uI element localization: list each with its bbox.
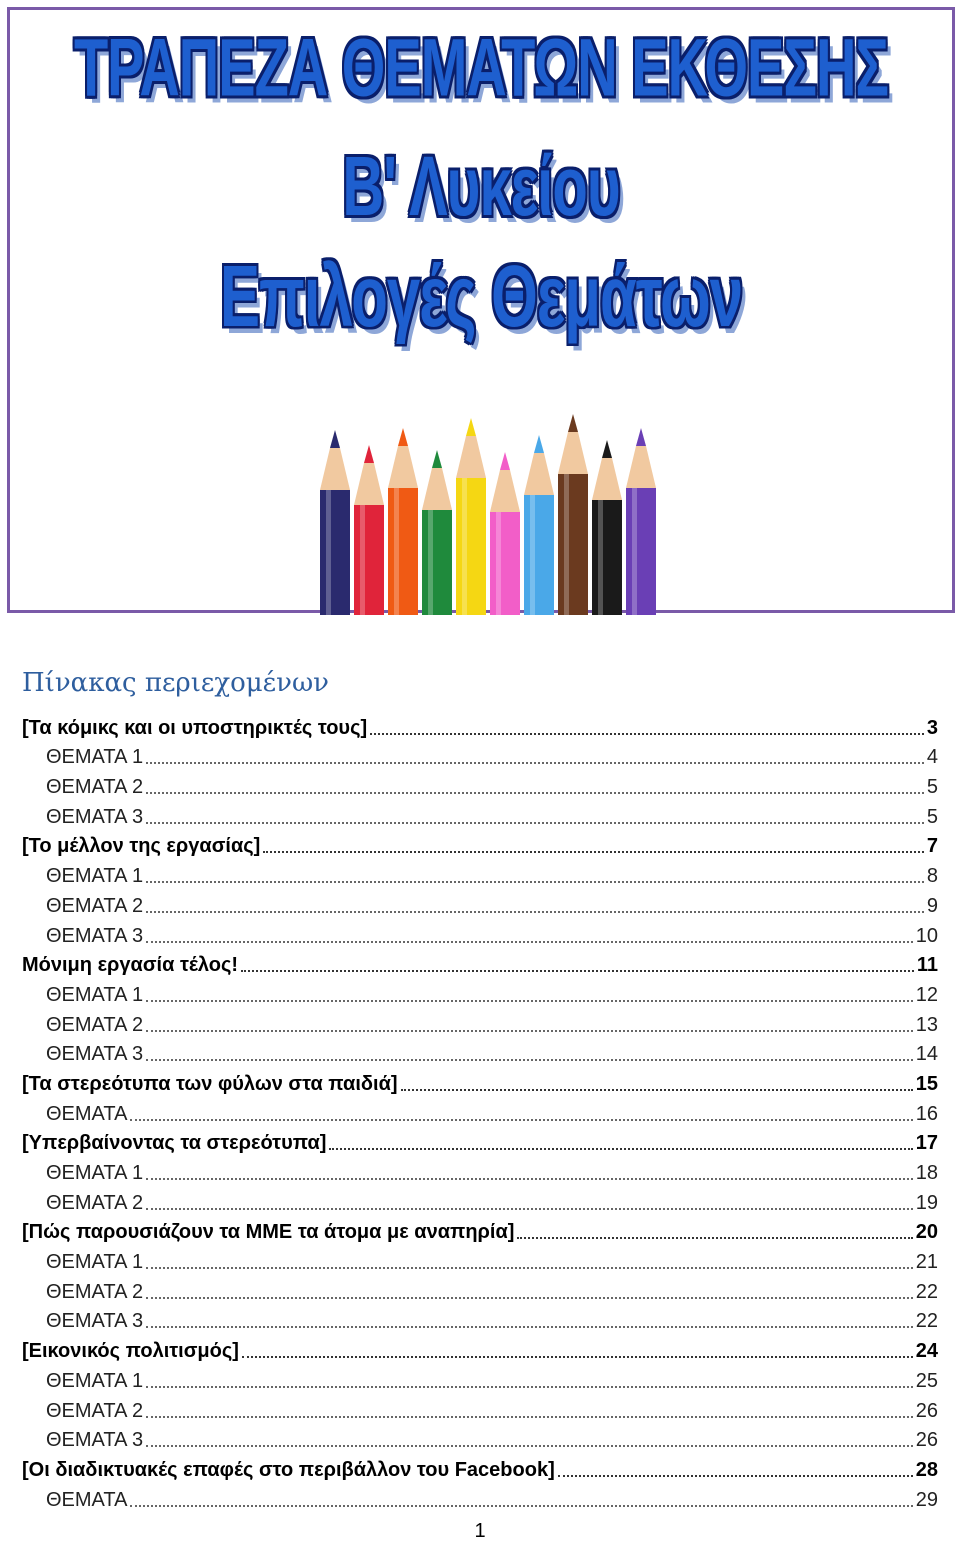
toc-leader-dots xyxy=(146,822,924,824)
cover-title-line-2: Β' Λυκείου xyxy=(342,139,620,234)
toc-subentry[interactable] xyxy=(22,1244,938,1274)
toc-entry-page: 15 xyxy=(915,1072,938,1095)
toc-entry-page: 24 xyxy=(915,1340,938,1363)
toc-subentry[interactable] xyxy=(22,1482,938,1512)
toc-subentry[interactable] xyxy=(22,977,938,1007)
toc-entry[interactable] xyxy=(22,948,938,978)
toc-entry[interactable] xyxy=(22,829,938,859)
toc-entry-label: ΘΕΜΑΤΑ 2 xyxy=(46,1399,144,1422)
toc-entry-page: 8 xyxy=(926,865,938,888)
toc-entry-label: ΘΕΜΑΤΑ 2 xyxy=(46,1280,144,1303)
toc-subentry[interactable] xyxy=(22,858,938,888)
toc-entry-label: [Πώς παρουσιάζουν τα ΜΜΕ τα άτομα με αναπηρία] xyxy=(22,1221,515,1244)
toc-leader-dots xyxy=(329,1148,912,1150)
toc-entry-label: ΘΕΜΑΤΑ 3 xyxy=(46,805,144,828)
toc-subentry[interactable] xyxy=(22,1423,938,1453)
toc-leader-dots xyxy=(146,762,924,764)
toc-subentry[interactable] xyxy=(22,1037,938,1067)
toc-entry[interactable] xyxy=(22,1452,938,1482)
toc-entry-page: 19 xyxy=(915,1191,938,1214)
toc-entry-page: 14 xyxy=(915,1043,938,1066)
toc-leader-dots xyxy=(146,1297,913,1299)
toc-leader-dots xyxy=(370,733,924,735)
toc-leader-dots xyxy=(146,1326,913,1328)
cover-title-line-1: ΤΡΑΠΕΖΑ ΘΕΜΑΤΩΝ ΕΚΘΕΣΗΣ xyxy=(73,21,889,113)
toc-entry-page: 22 xyxy=(915,1310,938,1333)
toc-entry-page: 29 xyxy=(915,1488,938,1511)
pencil xyxy=(354,445,384,615)
toc-entry-page: 10 xyxy=(915,924,938,947)
toc-entry-page: 7 xyxy=(926,835,938,858)
pencil xyxy=(626,428,656,615)
toc-leader-dots xyxy=(146,1178,913,1180)
toc-subentry[interactable] xyxy=(22,1304,938,1334)
toc-subentry[interactable] xyxy=(22,1007,938,1037)
toc-subentry[interactable] xyxy=(22,769,938,799)
pencil xyxy=(320,430,350,615)
toc-entry-label: [Υπερβαίνοντας τα στερεότυπα] xyxy=(22,1132,327,1155)
toc-entry-label: ΘΕΜΑΤΑ 2 xyxy=(46,894,144,917)
toc-subentry[interactable] xyxy=(22,740,938,770)
toc-entry-label: ΘΕΜΑΤΑ 1 xyxy=(46,1162,144,1184)
toc-leader-dots xyxy=(146,941,913,943)
toc-leader-dots xyxy=(146,1208,913,1210)
cover-title-line-3: Επιλογές Θεμάτων xyxy=(219,247,743,345)
toc-entry-page: 25 xyxy=(915,1369,938,1392)
pencil xyxy=(490,452,520,615)
toc-leader-dots xyxy=(401,1089,913,1091)
toc-entry-page: 13 xyxy=(915,1013,938,1036)
toc-entry-label: [Τα στερεότυπα των φύλων στα παιδιά] xyxy=(22,1072,398,1095)
toc-leader-dots xyxy=(146,881,924,883)
toc-entry-page: 26 xyxy=(915,1429,938,1452)
toc-entry-page: 20 xyxy=(915,1221,938,1244)
toc-subentry[interactable] xyxy=(22,1096,938,1126)
toc-entry-label: [Εικονικός πολιτισμός] xyxy=(22,1340,239,1363)
toc-leader-dots xyxy=(146,911,924,913)
toc-leader-dots xyxy=(146,1030,913,1032)
toc-entry-label: ΘΕΜΑΤΑ 1 xyxy=(46,1369,144,1392)
toc-entry-label: [Οι διαδικτυακές επαφές στο περιβάλλον του Facebook] xyxy=(22,1458,555,1481)
toc-entry-page: 18 xyxy=(915,1162,938,1184)
toc-leader-dots xyxy=(146,1386,913,1388)
toc-entry-label: ΘΕΜΑΤΑ 1 xyxy=(46,1251,144,1274)
toc-entry-label: ΘΕΜΑΤΑ 3 xyxy=(46,1043,144,1066)
toc-entry-label: ΘΕΜΑΤΑ 1 xyxy=(46,746,144,769)
toc-subentry[interactable] xyxy=(22,1185,938,1215)
pencil xyxy=(592,440,622,615)
colored-pencils-image xyxy=(310,410,670,615)
toc-entry-label: ΘΕΜΑΤΑ 3 xyxy=(46,1429,144,1452)
pencil xyxy=(558,414,588,615)
toc-entry-page: 9 xyxy=(926,894,938,917)
toc-leader-dots xyxy=(241,970,914,972)
pencil xyxy=(456,418,486,615)
toc-entry-label: ΘΕΜΑΤΑ 3 xyxy=(46,924,144,947)
toc-entry-page: 28 xyxy=(915,1458,938,1481)
toc-leader-dots xyxy=(263,851,924,853)
toc-entry-page: 21 xyxy=(915,1251,938,1274)
toc-entry-page: 16 xyxy=(915,1102,938,1125)
toc-leader-dots xyxy=(146,1416,913,1418)
toc-subentry[interactable] xyxy=(22,918,938,948)
toc-entry[interactable] xyxy=(22,1333,938,1363)
toc-entry-page: 22 xyxy=(915,1280,938,1303)
toc-leader-dots xyxy=(130,1505,912,1507)
toc-subentry[interactable] xyxy=(22,1393,938,1423)
toc-subentry[interactable] xyxy=(22,799,938,829)
toc-subentry[interactable] xyxy=(22,1155,938,1185)
toc-leader-dots xyxy=(146,1267,913,1269)
toc-entry-page: 11 xyxy=(916,954,938,977)
toc-entry-label: ΘΕΜΑΤΑ 2 xyxy=(46,1013,144,1036)
toc-entry-label: ΘΕΜΑΤΑ 2 xyxy=(46,1191,144,1214)
toc-leader-dots xyxy=(558,1475,913,1477)
toc-leader-dots xyxy=(146,1000,913,1002)
toc-entry-page: 17 xyxy=(915,1132,938,1155)
toc-entry-label: ΘΕΜΑΤΑ 2 xyxy=(46,776,144,799)
toc-entry-page: 5 xyxy=(926,776,938,799)
pencil xyxy=(388,428,418,615)
toc-subentry[interactable] xyxy=(22,1274,938,1304)
toc-entry-label: Μόνιμη εργασία τέλος! xyxy=(22,954,239,977)
toc-entry-label: ΘΕΜΑΤΑ 1 xyxy=(46,983,144,1006)
table-of-contents xyxy=(22,710,938,1512)
toc-subentry[interactable] xyxy=(22,888,938,918)
toc-leader-dots xyxy=(146,1059,913,1061)
toc-leader-dots xyxy=(130,1119,912,1121)
toc-entry-page: 12 xyxy=(915,983,938,1006)
toc-entry-label: [Το μέλλον της εργασίας] xyxy=(22,835,261,858)
toc-entry-label: ΘΕΜΑΤΑ xyxy=(46,1102,128,1125)
toc-entry-label: ΘΕΜΑΤΑ xyxy=(46,1488,128,1511)
toc-entry[interactable] xyxy=(22,1126,938,1156)
toc-entry[interactable] xyxy=(22,1215,938,1245)
page-number: 1 xyxy=(474,1520,486,1542)
toc-leader-dots xyxy=(517,1237,912,1239)
toc-entry-label: [Τα κόμικς και οι υποστηρικτές τους] xyxy=(22,716,368,739)
toc-leader-dots xyxy=(146,1445,913,1447)
toc-entry-label: ΘΕΜΑΤΑ 3 xyxy=(46,1310,144,1333)
toc-entry-page: 3 xyxy=(926,716,938,739)
toc-heading: Πίνακας περιεχομένων xyxy=(22,668,329,698)
pencil xyxy=(524,435,554,615)
toc-leader-dots xyxy=(242,1356,913,1358)
toc-entry[interactable] xyxy=(22,710,938,740)
toc-entry-label: ΘΕΜΑΤΑ 1 xyxy=(46,865,144,888)
toc-entry[interactable] xyxy=(22,1066,938,1096)
toc-subentry[interactable] xyxy=(22,1363,938,1393)
pencil xyxy=(422,450,452,615)
toc-leader-dots xyxy=(146,792,924,794)
toc-entry-page: 5 xyxy=(926,805,938,828)
toc-entry-page: 26 xyxy=(915,1399,938,1422)
toc-entry-page: 4 xyxy=(926,746,938,769)
cover-frame xyxy=(7,7,955,613)
